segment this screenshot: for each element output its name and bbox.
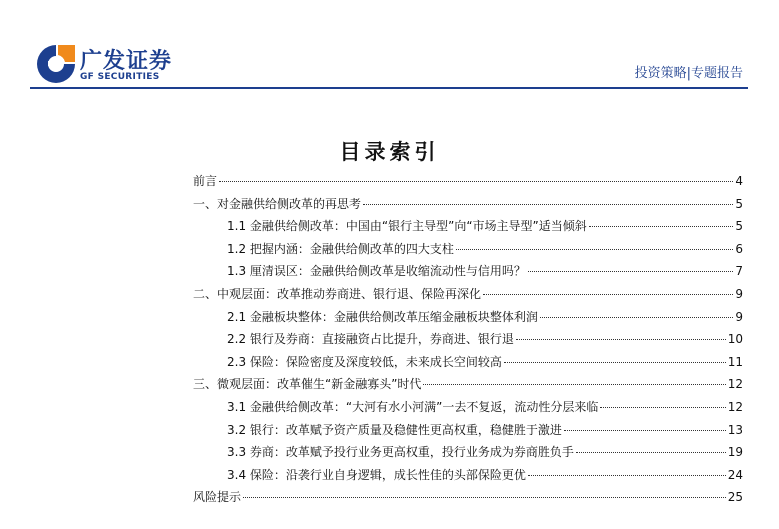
toc-entry-label: 2.2 银行及券商：直接融资占比提升，券商进、银行退 xyxy=(227,332,514,347)
toc-entry-label: 3.4 保险：沿袭行业自身逻辑，成长性佳的头部保险更优 xyxy=(227,467,526,482)
table-of-contents xyxy=(193,172,743,511)
toc-leader-dots xyxy=(564,430,726,431)
toc-entry-label: 3.3 券商：改革赋予投行业务更高权重，投行业务成为券商胜负手 xyxy=(227,445,574,460)
toc-entry-label: 2.3 保险：保险密度及深度较低，未来成长空间较高 xyxy=(227,354,502,369)
toc-entry[interactable] xyxy=(193,353,743,376)
toc-leader-dots xyxy=(516,339,726,340)
toc-entry-page: 24 xyxy=(727,467,743,482)
toc-entry[interactable] xyxy=(193,308,743,331)
toc-entry-label: 一、对金融供给侧改革的再思考 xyxy=(193,196,362,211)
toc-entry-page: 9 xyxy=(735,309,743,324)
toc-entry-page: 19 xyxy=(727,445,743,460)
toc-entry-page: 5 xyxy=(735,219,743,234)
toc-leader-dots xyxy=(589,226,734,227)
toc-entry-label: 2.1 金融板块整体：金融供给侧改革压缩金融板块整体利润 xyxy=(227,309,538,324)
toc-entry[interactable] xyxy=(193,262,743,285)
toc-leader-dots xyxy=(600,407,725,408)
toc-entry-page: 4 xyxy=(735,174,743,188)
toc-entry[interactable] xyxy=(193,488,743,511)
toc-leader-dots xyxy=(363,204,733,205)
toc-entry-label: 1.3 厘清误区：金融供给侧改革是收缩流动性与信用吗？ xyxy=(227,264,526,279)
toc-entry-label: 3.1 金融供给侧改革：“大河有水小河满”一去不复返，流动性分层来临 xyxy=(227,399,599,414)
toc-leader-dots xyxy=(219,181,733,182)
toc-entry[interactable] xyxy=(193,285,743,308)
toc-entry-page: 10 xyxy=(727,332,743,347)
toc-entry[interactable] xyxy=(193,217,743,240)
toc-entry-label: 三、微观层面：改革催生“新金融寡头”时代 xyxy=(193,377,422,392)
toc-entry-label: 二、中观层面：改革推动券商进、银行退、保险再深化 xyxy=(193,286,482,301)
company-logo xyxy=(34,42,173,86)
toc-leader-dots xyxy=(483,294,733,295)
report-category: 投资策略|专题报告 xyxy=(634,66,743,81)
toc-entry-page: 13 xyxy=(727,422,743,437)
toc-leader-dots xyxy=(243,497,726,498)
toc-entry[interactable] xyxy=(193,466,743,489)
toc-leader-dots xyxy=(456,249,733,250)
logo-english-name: GF SECURITIES xyxy=(80,72,160,82)
toc-entry-page: 25 xyxy=(727,490,743,505)
page-header xyxy=(0,0,779,92)
toc-entry-page: 6 xyxy=(735,241,743,256)
toc-entry-page: 11 xyxy=(727,354,743,369)
toc-entry-page: 5 xyxy=(735,196,743,211)
logo-chinese-name: 广发证券 xyxy=(80,49,173,74)
toc-entry[interactable] xyxy=(193,421,743,444)
toc-leader-dots xyxy=(528,271,733,272)
toc-entry[interactable] xyxy=(193,330,743,353)
toc-entry-page: 12 xyxy=(727,377,743,392)
toc-entry-label: 前言 xyxy=(193,174,218,188)
gf-logo-icon xyxy=(34,42,78,86)
toc-leader-dots xyxy=(576,452,726,453)
toc-entry[interactable] xyxy=(193,398,743,421)
toc-entry[interactable] xyxy=(193,375,743,398)
toc-entry[interactable] xyxy=(193,240,743,263)
toc-entry-label: 风险提示 xyxy=(193,490,242,505)
header-divider xyxy=(30,87,748,89)
toc-leader-dots xyxy=(528,475,726,476)
toc-entry[interactable] xyxy=(193,195,743,218)
toc-title: 目录索引 xyxy=(339,139,440,164)
toc-entry[interactable] xyxy=(193,172,743,195)
toc-entry-label: 1.2 把握内涵：金融供给侧改革的四大支柱 xyxy=(227,241,454,256)
toc-entry-page: 12 xyxy=(727,399,743,414)
toc-leader-dots xyxy=(504,362,726,363)
toc-leader-dots xyxy=(423,384,725,385)
toc-entry-label: 1.1 金融供给侧改革：中国由“银行主导型”向“市场主导型”适当倾斜 xyxy=(227,219,587,234)
toc-entry-page: 7 xyxy=(735,264,743,279)
toc-entry[interactable] xyxy=(193,443,743,466)
toc-entry-label: 3.2 银行：改革赋予资产质量及稳健性更高权重，稳健胜于激进 xyxy=(227,422,562,437)
toc-leader-dots xyxy=(540,317,733,318)
toc-entry-page: 9 xyxy=(735,286,743,301)
